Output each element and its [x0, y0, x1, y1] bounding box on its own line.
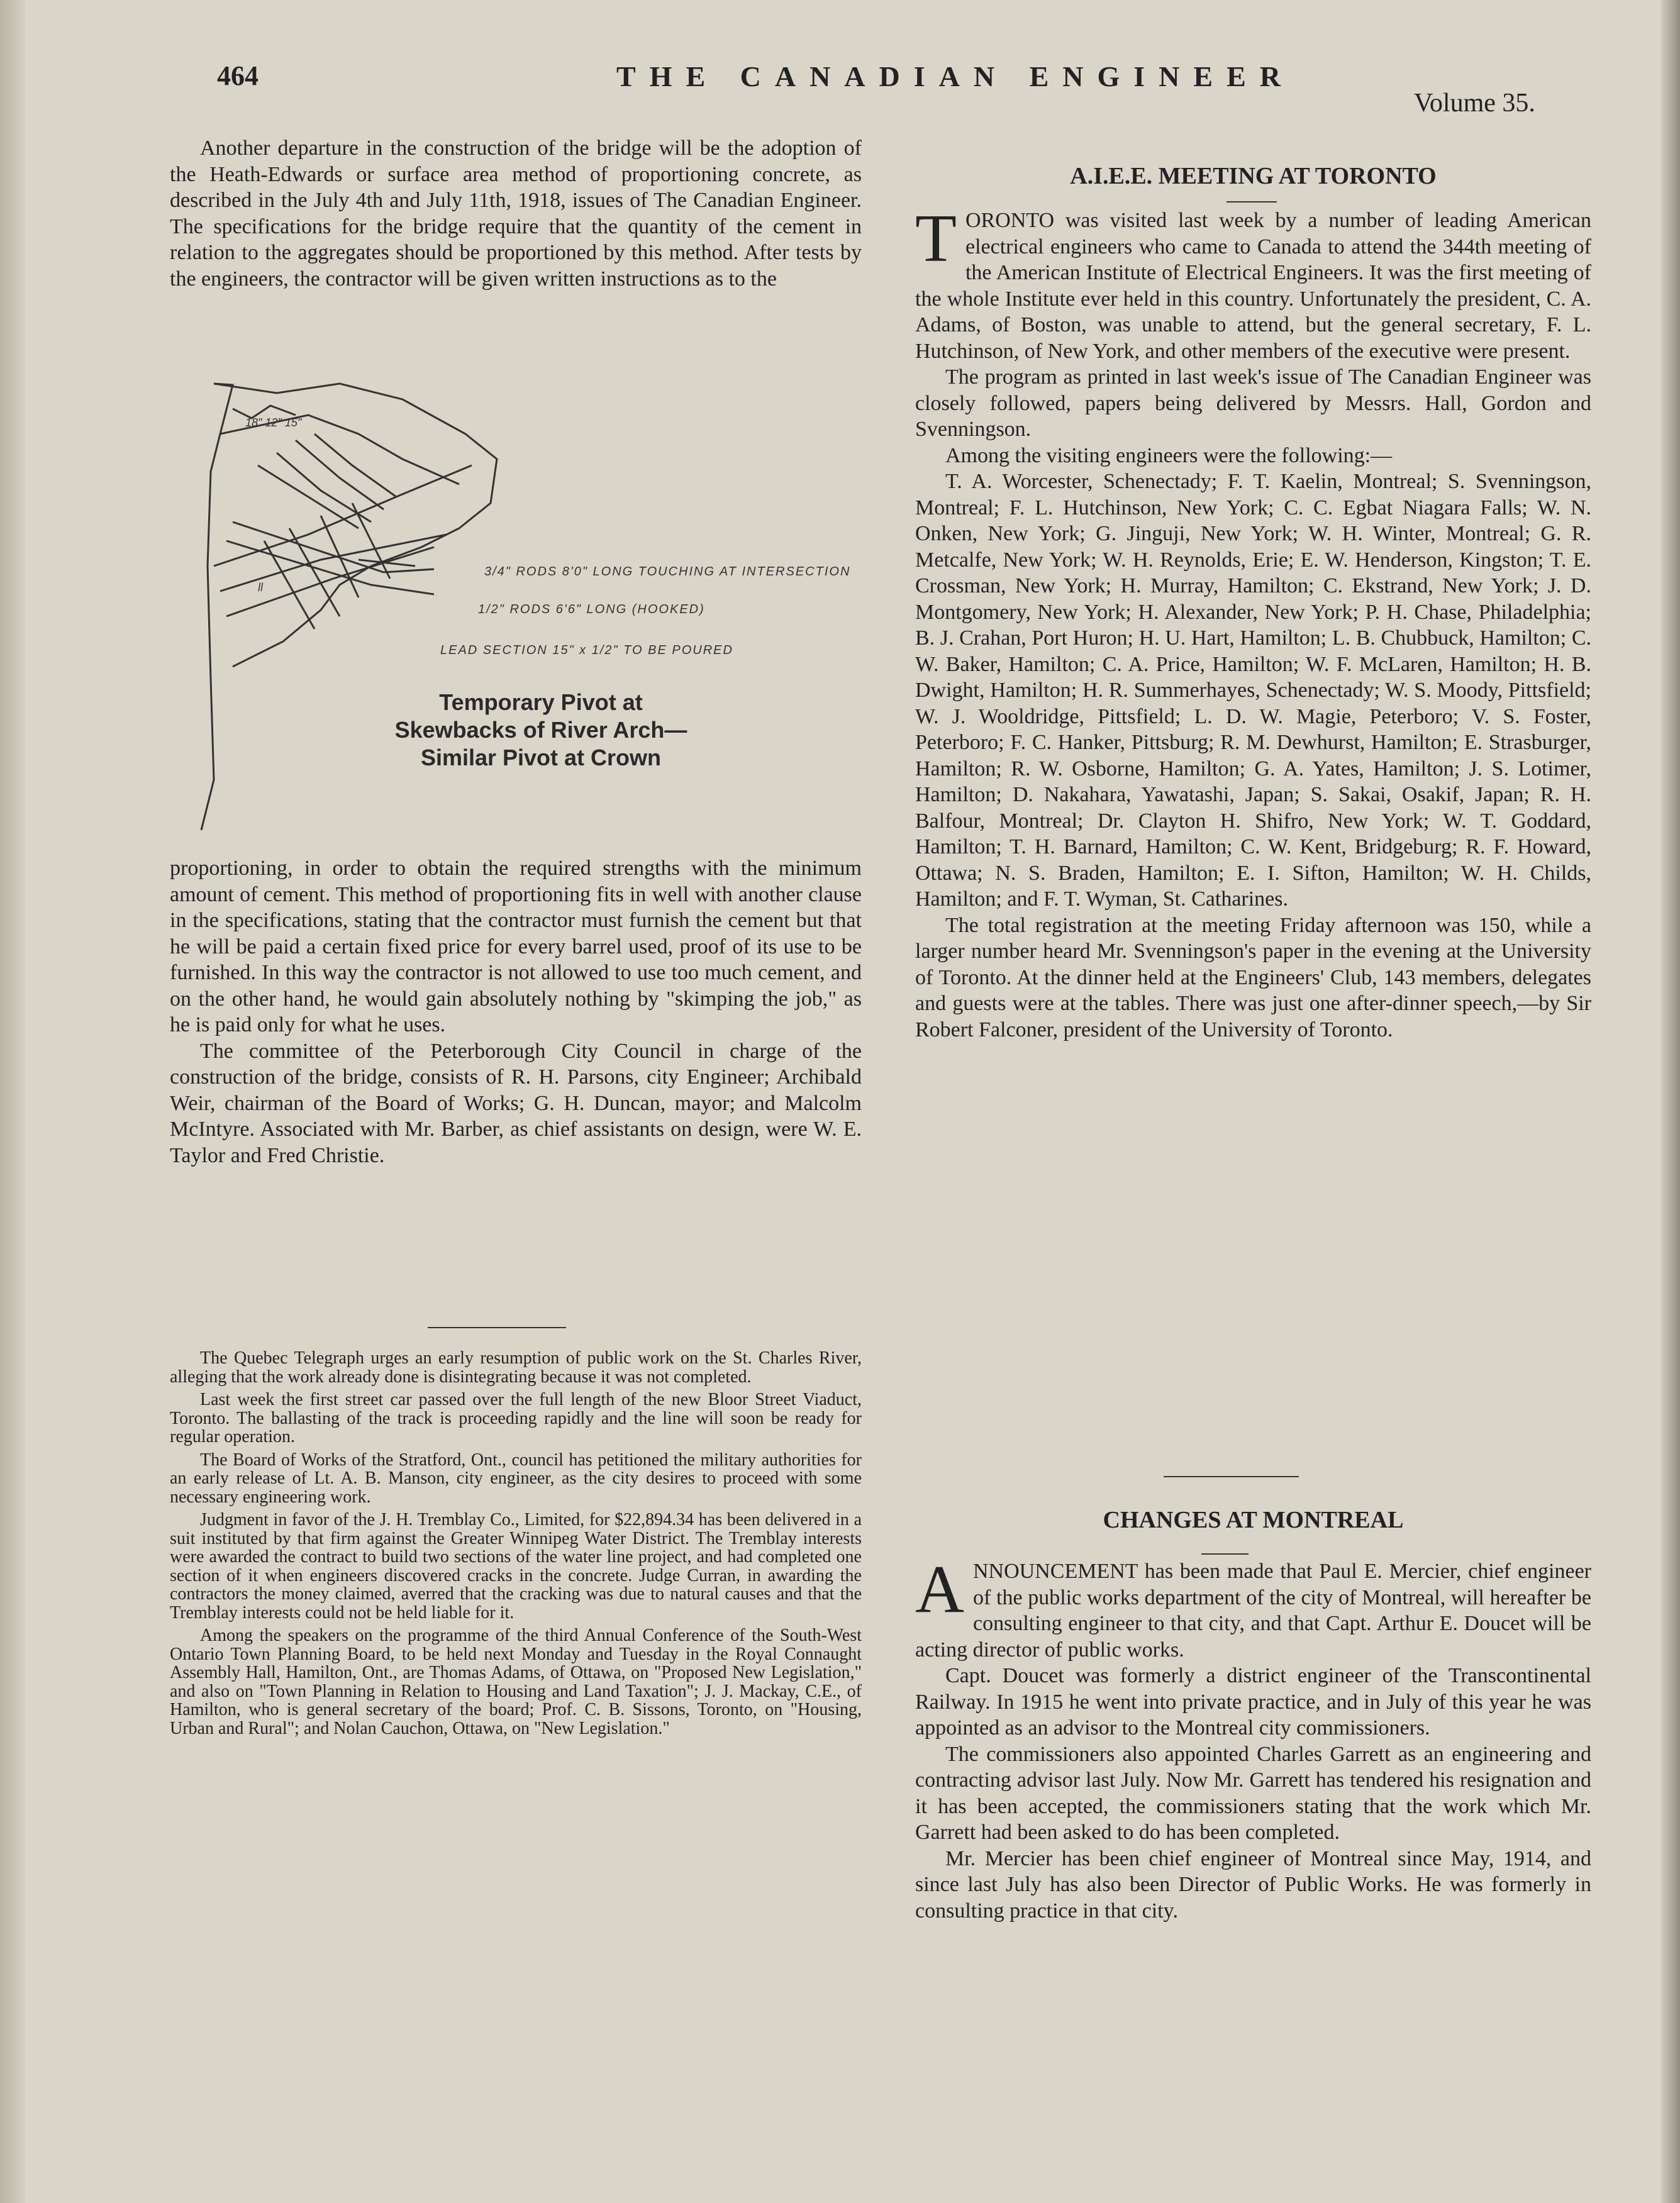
separator-rule	[428, 1327, 566, 1328]
binding-spine	[0, 0, 25, 2203]
news-item: Judgment in favor of the J. H. Tremblay Co., Limited, for $22,894.34 has been delivered in a suit instituted by that firm against the Greater Winnipeg Water District. The Tremblay interests were awarded the contract to build two sections of the water line project, and had completed one section of it when engineers discovered cracks in the concrete. Judge Curran, in awarding the contractors the money claimed, averred that the cracking was due to natural causes and that the Tremblay interests could not be held liable for it.	[170, 1510, 862, 1623]
left-intro	[170, 135, 862, 292]
lead-paragraph	[915, 1552, 1591, 1663]
lead-paragraph	[915, 201, 1591, 364]
aiee-heading: A.I.E.E. MEETING AT TORONTO	[1070, 163, 1437, 189]
news-item: Among the speakers on the programme of the third Annual Conference of the South-West Ontario Town Planning Board, to be held next Monday and Tuesday in the Royal Connaught Assembly Hall, Hamilton, Ont., are Thomas Adams, of Ottawa, on "Proposed New Legislation," and also on "Town Planning in Relation to Housing and Land Taxation"; J. J. Mackay, C.E., of Hamilton, who is general secretary of the board; Prof. C. B. Sissons, Toronto, on "Housing, Urban and Rural"; and Nolan Cauchon, Ottawa, on "New Legislation."	[170, 1626, 862, 1738]
volume-label: Volume 35.	[1414, 89, 1535, 118]
paragraph: Among the visiting engineers were the following:—	[945, 443, 1393, 467]
attendee-list: T. A. Worcester, Schenectady; F. T. Kaelin, Montreal; S. Svenningson, Montreal; F. L. Hutchinson, New York; C. C. Egbat Niagara Falls; W. N. Onken, New York; G. Jinguji, New York; W. H. Winter, Montreal; G. R. Metcalfe, New York; W. H. Reynolds, Erie; E. W. Henderson, Kingston; T. E. Crossman, New York; H. Murray, Hamilton; C. Ekstrand, New York; J. D. Montgomery, New York; H. Alexander, New York; P. H. Chase, Philadelphia; B. J. Crahan, Port Huron; H. U. Hart, Hamilton; L. B. Chubbuck, Hamilton; C. W. Baker, Hamilton; C. A. Price, Hamilton; W. F. McLaren, Hamilton; H. B. Dwight, Hamilton; H. R. Summerhayes, Schenectady; W. S. Moody, Pittsfield; W. J. Wooldridge, Pittsfield; L. D. W. Magie, Peterboro; V. S. Foster, Peterboro; F. C. Hanker, Pittsburg; R. M. Dewhurst, Hamilton; E. Strasburger, Hamilton; R. W. Osborne, Hamilton; G. A. Yates, Hamilton; J. S. Lotimer, Hamilton; D. Nakahara, Yawatashi, Japan; S. Sakai, Osakif, Japan; R. H. Balfour, Montreal; Dr. Clayton H. Shifro, New York; W. T. Goddard, Hamilton; T. H. Barnard, Hamilton; C. W. Kent, Bridgeburg; R. F. Howard, Ottawa; N. S. Braden, Hamilton; E. I. Sifton, Hamilton; W. H. Childs, Hamilton; and F. T. Wyman, St. Catharines.	[915, 470, 1591, 911]
figure-note-lead-section: LEAD SECTION 15" x 1/2" TO BE POURED	[440, 643, 733, 657]
left-body	[170, 855, 862, 1168]
news-item: Last week the first street car passed over the full length of the new Bloor Street Viaduct, Toronto. The ballasting of the track is proceeding rapidly and the line will soon be ready for regular operation.	[170, 1390, 862, 1446]
heading-rule	[1227, 201, 1277, 203]
news-item: The Quebec Telegraph urges an early resumption of public work on the St. Charles River, alleging that the work already done is disintegrating because it was not completed.	[170, 1348, 862, 1387]
news-briefs	[170, 1349, 862, 1742]
page-number: 464	[217, 60, 259, 91]
paragraph: The commissioners also appointed Charles Garrett as an engineering and contracting advisor last July. Now Mr. Garrett has tendered his resignation and it has been accepted, the commissioners stating that the work which Mr. Garrett had been asked to do has been completed.	[915, 1742, 1591, 1844]
heading-rule	[1201, 1553, 1249, 1555]
paragraph: The program as printed in last week's issue of The Canadian Engineer was closely followed, papers being delivered by Messrs. Hall, Gordon and Svenningson.	[915, 365, 1591, 441]
figure-note-rods-long: 3/4" RODS 8'0" LONG TOUCHING AT INTERSECTION	[484, 565, 851, 579]
paragraph: The committee of the Peterborough City Council in charge of the construction of the bridge, consists of R. H. Parsons, city Engineer; Archibald Weir, chairman of the Board of Works; G. H. Duncan, mayor; and Malcolm McIntyre. Associated with Mr. Barber, as chief assistants on design, were W. E. Taylor and Fred Christie.	[170, 1039, 862, 1167]
drop-cap: T	[915, 201, 957, 276]
paragraph: The total registration at the meeting Friday afternoon was 150, while a larger number heard Mr. Svenningson's paper in the evening at the University of Toronto. At the dinner held at the Engineers' Club, 143 members, delegates and guests were at the tables. There was just one after-dinner speech,—by Sir Robert Falconer, president of the University of Toronto.	[915, 913, 1591, 1041]
lead-text: NNOUNCEMENT has been made that Paul E. Mercier, chief engineer of the public works department of the city of Montreal, will hereafter be consulting engineer to that city, and that Capt. Arthur E. Doucet will be acting director of public works.	[915, 1560, 1591, 1662]
journal-title: THE CANADIAN ENGINEER	[616, 60, 1294, 92]
svg-text:ll: ll	[258, 581, 263, 594]
paragraph: Mr. Mercier has been chief engineer of Montreal since May, 1914, and since last July has also been Director of Public Works. He was formerly in consulting practice in that city.	[915, 1846, 1591, 1923]
svg-text:18" 12" 15": 18" 12" 15"	[245, 416, 302, 429]
figure-caption: Temporary Pivot at Skewbacks of River Arch—Similar Pivot at Crown	[394, 689, 687, 770]
aiee-article	[915, 201, 1591, 1043]
drop-cap: A	[915, 1552, 964, 1627]
montreal-article	[915, 1552, 1591, 1924]
paragraph: Capt. Doucet was formerly a district engineer of the Transcontinental Railway. In 1915 he went into private practice, and in July of this year he was appointed as an advisor to the Montreal city commissioners.	[915, 1664, 1591, 1740]
lead-text: ORONTO was visited last week by a number of leading American electrical engineers who came to Canada to attend the 344th meeting of the American Institute of Electrical Engineers. It was the first meeting of the whole Institute ever held in this country. Unfortunately the president, C. A. Adams, of Boston, was unable to attend, but the general secretary, F. L. Hutchinson, of New York, and other members of the executive were present.	[915, 209, 1591, 363]
paragraph: proportioning, in order to obtain the required strengths with the minimum amount of cement. This method of proportioning fits in well with another clause in the specifications, stating that the contractor must furnish the cement but that he will be paid a certain fixed price for every barrel used, proof of its use to be furnished. In this way the contractor is not allowed to use too much cement, and on the other hand, he would gain absolutely nothing by "skimping the job," as he is paid only for what he uses.	[170, 857, 862, 1036]
page-edge	[1661, 0, 1680, 2203]
separator-rule	[1164, 1476, 1299, 1477]
paragraph: Another departure in the construction of the bridge will be the adoption of the Heath-Edwards or surface area method of proportioning concrete, as described in the July 4th and July 11th, 1918, issues of The Canadian Engineer. The specifications for the bridge require that the quantity of the cement in relation to the aggregates should be proportioned by this method. After tests by the engineers, the contractor will be given written instructions as to the	[170, 136, 862, 291]
news-item: The Board of Works of the Stratford, Ont., council has petitioned the military authorities for an early release of Lt. A. B. Manson, city engineer, as the city desires to proceed with some necessary engineering work.	[170, 1450, 862, 1507]
figure-note-rods-hooked: 1/2" RODS 6'6" LONG (HOOKED)	[478, 602, 705, 616]
montreal-heading: CHANGES AT MONTREAL	[1103, 1507, 1404, 1533]
